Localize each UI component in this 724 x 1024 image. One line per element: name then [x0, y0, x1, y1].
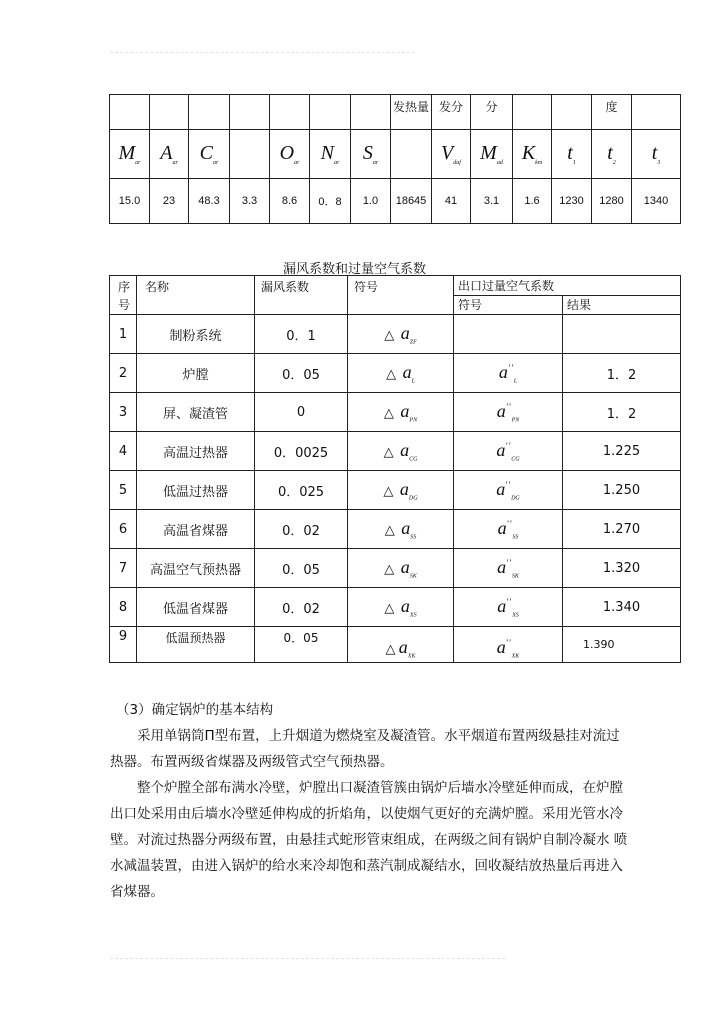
body-text [110, 697, 630, 905]
leak-header: 漏风系数 [255, 276, 348, 315]
coal-properties-table [109, 94, 681, 224]
row-result: 1.320 [563, 549, 681, 588]
row-name: 低温预热器 [137, 627, 255, 663]
paragraph-1: 采用单锅筒П型布置，上升烟道为燃烧室及凝渣管。水平烟道布置两级悬挂对流过热器。布置两级省煤器及两级管式空气预热器。 [110, 728, 620, 770]
row-outlet-symbol: $a''_{SS}$ [454, 510, 563, 549]
table1-value-row [110, 179, 681, 224]
row-leak: 0．1 [255, 315, 348, 354]
row-symbol: △ $a_{DG}$ [348, 471, 454, 510]
symbol-sub: km [535, 160, 543, 166]
table1-header-row [110, 95, 681, 130]
row-outlet-symbol: $a''_{CG}$ [454, 432, 563, 471]
row-seq: 2 [110, 354, 137, 393]
row-symbol: △ $a_{CG}$ [348, 432, 454, 471]
table1-header-cell [189, 95, 230, 130]
row-leak: 0．05 [255, 549, 348, 588]
header-rule [110, 52, 415, 53]
symbol-base: O [279, 142, 295, 164]
symbol-sub: 1 [572, 160, 576, 166]
row-leak: 0．02 [255, 588, 348, 627]
table-row [110, 510, 681, 549]
row-symbol: △ $a_{PN}$ [348, 393, 454, 432]
table1-header-cell [270, 95, 310, 130]
table-row [110, 588, 681, 627]
seq-header: 序 号 [110, 276, 137, 315]
section-heading: （3）确定锅炉的基本结构 [116, 702, 274, 718]
value-cell: 1340 [632, 179, 681, 224]
symbol-base: M [118, 142, 136, 164]
row-symbol: △ $a_L$ [348, 354, 454, 393]
row-symbol: △ $a_{SS}$ [348, 510, 454, 549]
symbol-sub: ad [496, 160, 503, 166]
paragraph-2: 整个炉膛全部布满水冷壁，炉膛出口凝渣管簇由锅炉后墙水冷壁延伸而成，在炉膛出口处采用由后墙水冷壁延伸构成的折焰角，以使烟气更好的充满炉膛。采用光管水冷壁。对流过热器分两级布置，由悬挂式蛇形管束组成，在两级之间有锅炉自制冷凝水 喷水减温装置，由进入锅炉的给水来冷却饱和蒸汽制成凝结水，回收凝结放热量后再进入省煤器。 [110, 780, 628, 900]
symbol-cell [150, 130, 189, 179]
symbol-base: C [199, 142, 213, 164]
table1-header-cell [310, 95, 351, 130]
row-result: 1．2 [563, 354, 681, 393]
table1-header-cell: 发热量 [391, 95, 432, 130]
table1-header-cell [513, 95, 552, 130]
table-row [110, 354, 681, 393]
table1-header-cell [230, 95, 270, 130]
row-outlet-symbol: $a''_{DG}$ [454, 471, 563, 510]
symbol-cell [270, 130, 310, 179]
symbol-base: t [651, 142, 658, 164]
symbol-base: t [567, 142, 573, 164]
row-leak: 0．0025 [255, 432, 348, 471]
table-row [110, 549, 681, 588]
symbol-sub: ar [213, 160, 219, 166]
value-cell: 3.3 [230, 179, 270, 224]
row-outlet-symbol: $a''_{PN}$ [454, 393, 563, 432]
name-header: 名称 [137, 276, 255, 315]
row-outlet-symbol: $a''_{SK}$ [454, 549, 563, 588]
table1-header-cell: 发分 [432, 95, 471, 130]
row-symbol: △ $a_{XK}$ [348, 627, 454, 663]
row-leak: 0．05 [255, 354, 348, 393]
symbol-base: A [160, 142, 173, 164]
row-symbol: △ $a_{ZF}$ [348, 315, 454, 354]
row-result: 1.340 [563, 588, 681, 627]
symbol-cell [351, 130, 391, 179]
row-name: 低温省煤器 [137, 588, 255, 627]
row-seq: 6 [110, 510, 137, 549]
outlet-result-header: 结果 [563, 295, 681, 315]
table1-header-cell [632, 95, 681, 130]
row-name: 低温过热器 [137, 471, 255, 510]
symbol-base: V [441, 142, 454, 164]
row-seq: 3 [110, 393, 137, 432]
table1-header-cell: 度 [592, 95, 632, 130]
value-cell: 48.3 [189, 179, 230, 224]
table1-header-cell [552, 95, 592, 130]
row-leak: 0．05 [255, 627, 348, 663]
row-result: 1.250 [563, 471, 681, 510]
table2-caption: 漏风系数和过量空气系数 [283, 262, 427, 277]
table1-header-cell [110, 95, 150, 130]
row-leak: 0 [255, 393, 348, 432]
row-seq: 5 [110, 471, 137, 510]
table2-header-row [110, 276, 681, 296]
row-seq: 4 [110, 432, 137, 471]
row-seq: 7 [110, 549, 137, 588]
row-seq: 9 [110, 627, 137, 663]
row-symbol: △ $a_{XS}$ [348, 588, 454, 627]
value-cell: 3.1 [471, 179, 513, 224]
table-row [110, 471, 681, 510]
row-name: 炉膛 [137, 354, 255, 393]
row-name: 高温空气预热器 [137, 549, 255, 588]
symbol-sub: 3 [657, 160, 661, 166]
symbol-cell [513, 130, 552, 179]
table-row [110, 315, 681, 354]
symbol-cell [110, 130, 150, 179]
value-cell: 18645 [391, 179, 432, 224]
value-cell: 1.0 [351, 179, 391, 224]
value-cell: 8.6 [270, 179, 310, 224]
symbol-cell [552, 130, 592, 179]
row-result: 1.390 [563, 627, 681, 663]
outlet-header: 出口过量空气系数 [454, 276, 681, 296]
symbol-cell [310, 130, 351, 179]
row-seq: 8 [110, 588, 137, 627]
row-result: 1.225 [563, 432, 681, 471]
symbol-sub: ar [294, 160, 300, 166]
table1-header-cell [150, 95, 189, 130]
value-cell: 0．8 [310, 179, 351, 224]
symbol-base: t [607, 142, 613, 164]
symbol-sub: ar [172, 160, 178, 166]
table-row [110, 627, 681, 663]
value-cell: 1230 [552, 179, 592, 224]
symbol-sub: ar [135, 160, 141, 166]
row-outlet-symbol: $a''_{XS}$ [454, 588, 563, 627]
row-name: 高温过热器 [137, 432, 255, 471]
value-cell: 1.6 [513, 179, 552, 224]
row-result: 1.270 [563, 510, 681, 549]
symbol-cell [432, 130, 471, 179]
symbol-cell [592, 130, 632, 179]
symbol-cell [391, 130, 432, 179]
row-outlet-symbol [454, 315, 563, 354]
value-cell: 15.0 [110, 179, 150, 224]
symbol-base: S [362, 142, 373, 164]
leakage-coefficient-table [109, 275, 681, 663]
value-cell: 1280 [592, 179, 632, 224]
row-outlet-symbol: $a''_{XK}$ [454, 627, 563, 663]
symbol-base: K [521, 142, 536, 164]
symbol-cell [230, 130, 270, 179]
footer-rule [110, 958, 505, 959]
table1-header-cell [351, 95, 391, 130]
symbol-cell [189, 130, 230, 179]
symbol-header: 符号 [348, 276, 454, 315]
row-seq: 1 [110, 315, 137, 354]
row-leak: 0．025 [255, 471, 348, 510]
table1-header-cell: 分 [471, 95, 513, 130]
row-name: 高温省煤器 [137, 510, 255, 549]
table-row [110, 393, 681, 432]
row-symbol: △ $a_{SK}$ [348, 549, 454, 588]
row-result [563, 315, 681, 354]
table1-symbol-row [110, 130, 681, 179]
symbol-cell [632, 130, 681, 179]
table-row [110, 432, 681, 471]
row-result: 1．2 [563, 393, 681, 432]
row-outlet-symbol: $a''_L$ [454, 354, 563, 393]
row-leak: 0．02 [255, 510, 348, 549]
symbol-base: N [320, 142, 334, 164]
value-cell: 41 [432, 179, 471, 224]
symbol-base: M [480, 142, 497, 164]
symbol-sub: daf [453, 160, 461, 166]
row-name: 屏、凝渣管 [137, 393, 255, 432]
row-name: 制粉系统 [137, 315, 255, 354]
symbol-sub: ar [334, 160, 340, 166]
outlet-symbol-header: 符号 [454, 295, 563, 315]
symbol-cell [471, 130, 513, 179]
value-cell: 23 [150, 179, 189, 224]
symbol-sub: 2 [612, 160, 616, 166]
symbol-sub: ar [372, 160, 379, 166]
